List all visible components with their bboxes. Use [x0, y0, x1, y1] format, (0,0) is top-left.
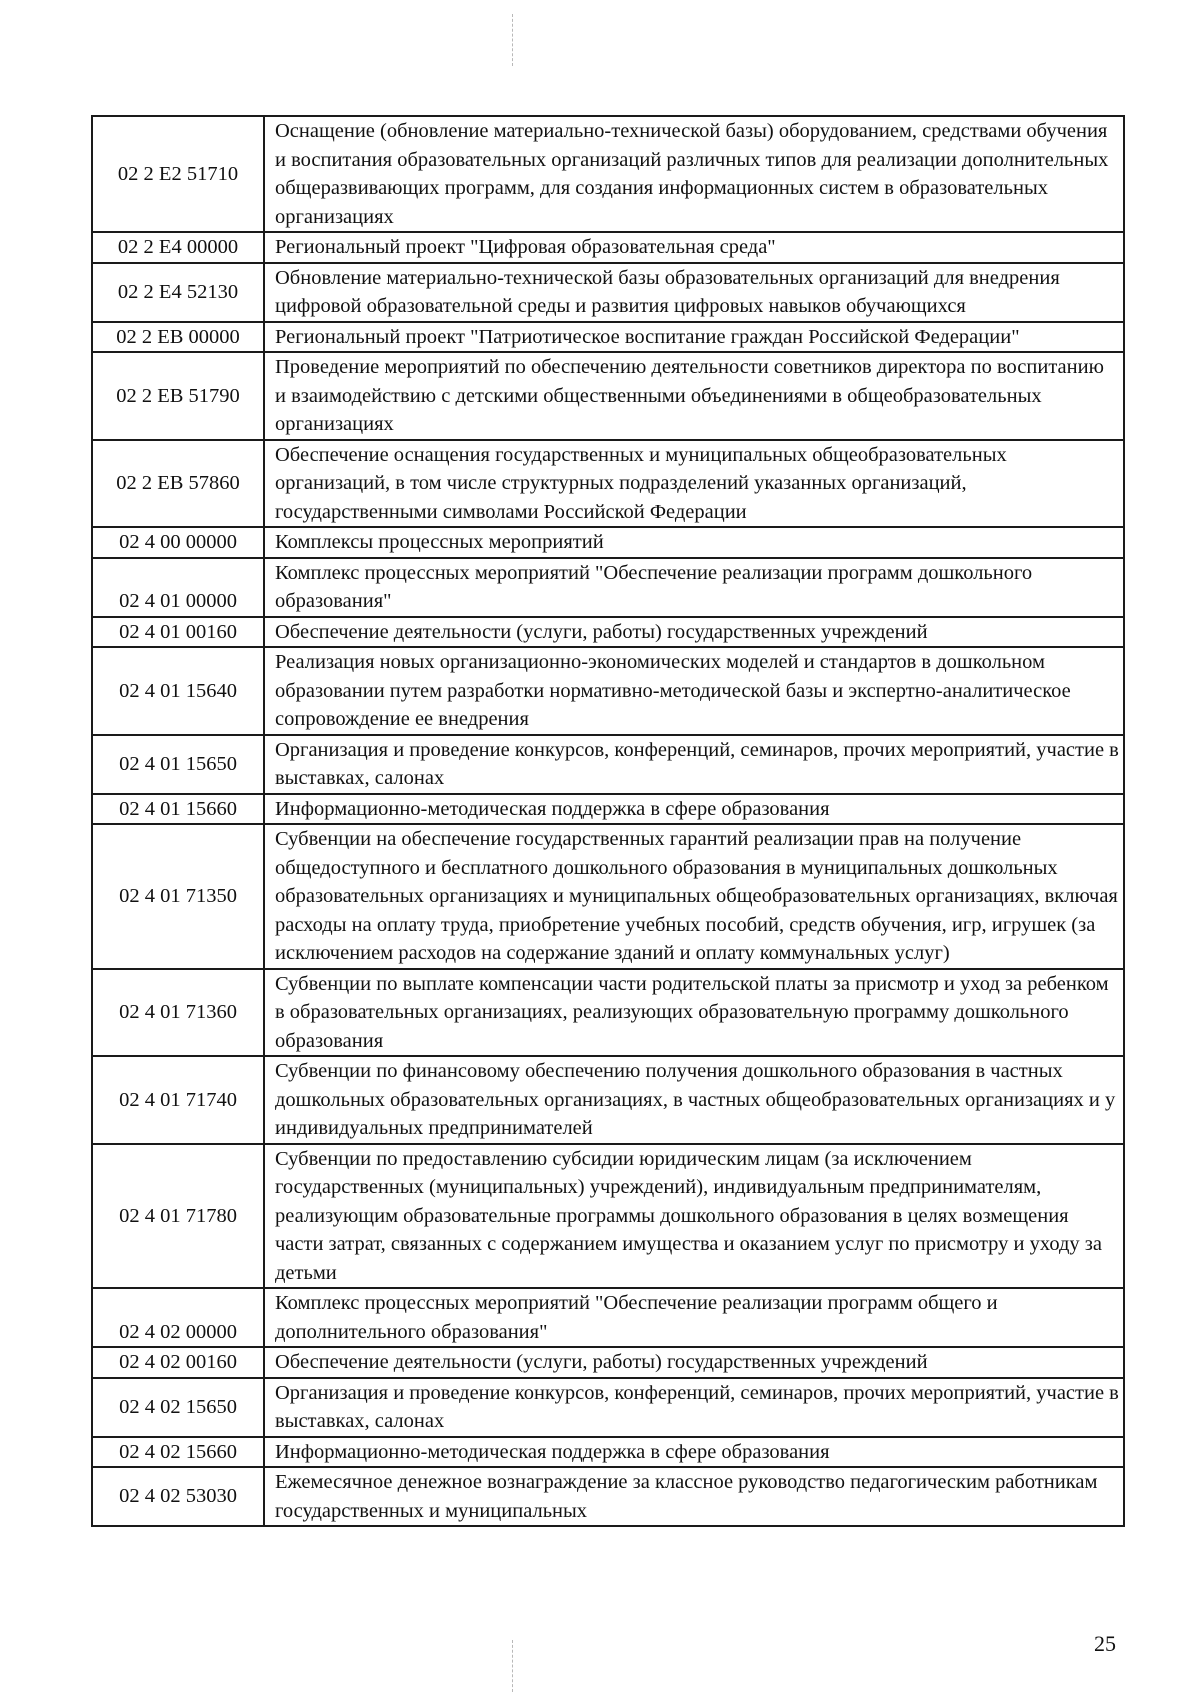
table-row	[92, 558, 1124, 617]
table-row	[92, 322, 1124, 353]
classification-code: 02 4 02 00160	[92, 1347, 264, 1378]
classification-code: 02 4 00 00000	[92, 527, 264, 558]
classification-code: 02 4 01 71350	[92, 824, 264, 969]
expense-item-name: Информационно-методическая поддержка в сфере образования	[264, 1437, 1124, 1468]
classification-code: 02 2 EB 51790	[92, 352, 264, 440]
classification-code: 02 4 01 15640	[92, 647, 264, 735]
expense-item-name: Организация и проведение конкурсов, конференций, семинаров, прочих мероприятий, участие в выставках, салонах	[264, 1378, 1124, 1437]
table-row	[92, 352, 1124, 440]
classification-code: 02 4 01 15660	[92, 794, 264, 825]
table-row	[92, 263, 1124, 322]
table-row	[92, 647, 1124, 735]
classification-code: 02 2 E4 52130	[92, 263, 264, 322]
classification-code: 02 2 EB 57860	[92, 440, 264, 528]
table-row	[92, 1144, 1124, 1289]
expense-item-name: Реализация новых организационно-экономических моделей и стандартов в дошкольном образовании путем разработки нормативно-методической базы и экспертно-аналитическое сопровождение ее внедрения	[264, 647, 1124, 735]
classification-code: 02 2 E2 51710	[92, 116, 264, 232]
expense-item-name: Комплекс процессных мероприятий "Обеспечение реализации программ общего и дополнительного образования"	[264, 1288, 1124, 1347]
classification-code: 02 4 01 00160	[92, 617, 264, 648]
scan-margin-mark-bottom	[512, 1640, 513, 1692]
table-row	[92, 735, 1124, 794]
budget-classification-table	[91, 115, 1125, 1527]
classification-code: 02 4 02 15660	[92, 1437, 264, 1468]
expense-item-name: Проведение мероприятий по обеспечению деятельности советников директора по воспитанию и взаимодействию с детскими общественными объединениями в общеобразовательных организациях	[264, 352, 1124, 440]
table-row	[92, 1347, 1124, 1378]
expense-item-name: Региональный проект "Цифровая образовательная среда"	[264, 232, 1124, 263]
table-row	[92, 794, 1124, 825]
table-row	[92, 969, 1124, 1057]
classification-code: 02 4 02 53030	[92, 1467, 264, 1526]
expense-item-name: Обеспечение деятельности (услуги, работы) государственных учреждений	[264, 617, 1124, 648]
table-row	[92, 1056, 1124, 1144]
expense-item-name: Оснащение (обновление материально-технической базы) оборудованием, средствами обучения и воспитания образовательных организаций различных типов для реализации дополнительных общеразвивающих программ, для создания информационных систем в образовательных организациях	[264, 116, 1124, 232]
classification-code: 02 2 E4 00000	[92, 232, 264, 263]
page-number: 25	[1094, 1631, 1116, 1656]
table-row	[92, 1378, 1124, 1437]
table-row	[92, 232, 1124, 263]
classification-code: 02 4 02 15650	[92, 1378, 264, 1437]
table-row	[92, 440, 1124, 528]
table-row	[92, 1437, 1124, 1468]
scan-margin-mark-top	[512, 14, 513, 66]
classification-code: 02 4 02 00000	[92, 1288, 264, 1347]
classification-code: 02 4 01 71780	[92, 1144, 264, 1289]
expense-item-name: Комплекс процессных мероприятий "Обеспечение реализации программ дошкольного образования"	[264, 558, 1124, 617]
expense-item-name: Обновление материально-технической базы образовательных организаций для внедрения цифровой образовательной среды и развития цифровых навыков обучающихся	[264, 263, 1124, 322]
expense-item-name: Региональный проект "Патриотическое воспитание граждан Российской Федерации"	[264, 322, 1124, 353]
table-row	[92, 824, 1124, 969]
expense-item-name: Организация и проведение конкурсов, конференций, семинаров, прочих мероприятий, участие в выставках, салонах	[264, 735, 1124, 794]
expense-item-name: Субвенции по выплате компенсации части родительской платы за присмотр и уход за ребенком в образовательных организациях, реализующих образовательную программу дошкольного образования	[264, 969, 1124, 1057]
classification-code: 02 2 EB 00000	[92, 322, 264, 353]
expense-item-name: Субвенции по финансовому обеспечению получения дошкольного образования в частных дошкольных образовательных организациях, в частных общеобразовательных организациях и у индивидуальных предпринимателей	[264, 1056, 1124, 1144]
classification-code: 02 4 01 00000	[92, 558, 264, 617]
expense-item-name: Комплексы процессных мероприятий	[264, 527, 1124, 558]
expense-item-name: Обеспечение деятельности (услуги, работы) государственных учреждений	[264, 1347, 1124, 1378]
table-row	[92, 1288, 1124, 1347]
classification-code: 02 4 01 71740	[92, 1056, 264, 1144]
classification-code: 02 4 01 15650	[92, 735, 264, 794]
table-row	[92, 1467, 1124, 1526]
table-row	[92, 617, 1124, 648]
table-body	[92, 116, 1124, 1526]
expense-item-name: Ежемесячное денежное вознаграждение за классное руководство педагогическим работникам государственных и муниципальных	[264, 1467, 1124, 1526]
expense-item-name: Субвенции на обеспечение государственных гарантий реализации прав на получение общедоступного и бесплатного дошкольного образования в муниципальных дошкольных образовательных организациях и муниципальных общеобразовательных организациях, включая расходы на оплату труда, приобретение учебных пособий, средств обучения, игр, игрушек (за исключением расходов на содержание зданий и оплату коммунальных услуг)	[264, 824, 1124, 969]
expense-item-name: Субвенции по предоставлению субсидии юридическим лицам (за исключением государственных (муниципальных) учреждений), индивидуальным предпринимателям, реализующим образовательные программы дошкольного образования в целях возмещения части затрат, связанных с содержанием имущества и оказанием услуг по присмотру и уходу за детьми	[264, 1144, 1124, 1289]
expense-item-name: Информационно-методическая поддержка в сфере образования	[264, 794, 1124, 825]
expense-item-name: Обеспечение оснащения государственных и муниципальных общеобразовательных организаций, в том числе структурных подразделений указанных организаций, государственными символами Российской Федерации	[264, 440, 1124, 528]
table-row	[92, 527, 1124, 558]
classification-code: 02 4 01 71360	[92, 969, 264, 1057]
table-row	[92, 116, 1124, 232]
